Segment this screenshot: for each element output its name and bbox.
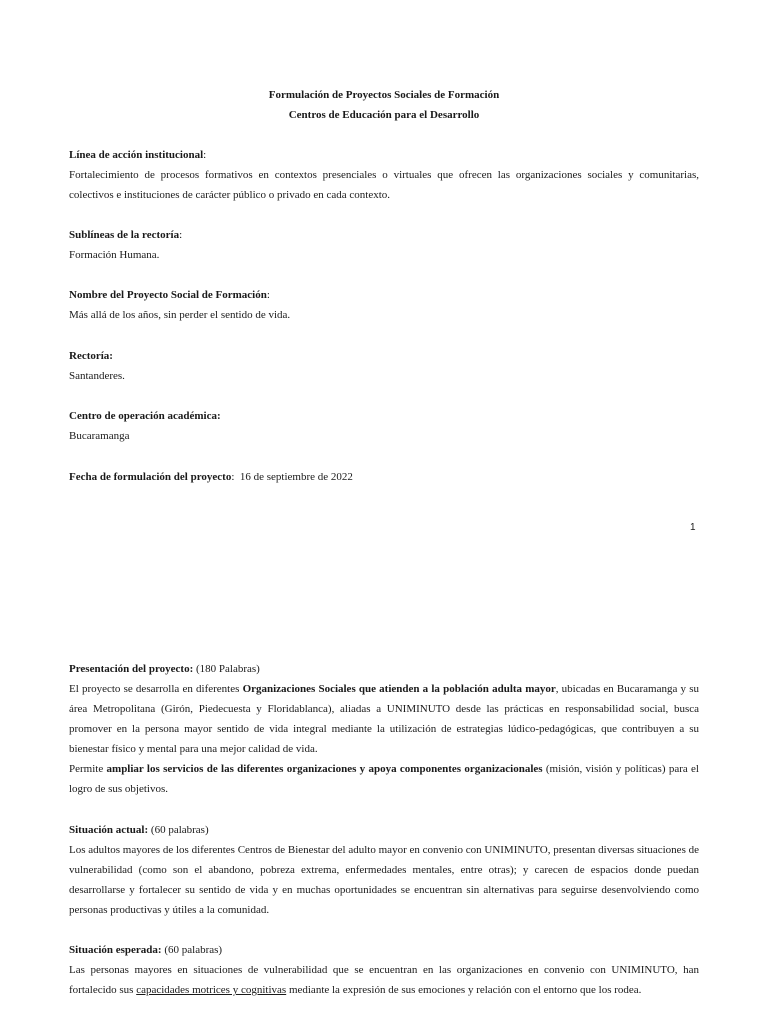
situacion-actual-section xyxy=(69,820,699,920)
situacion-esperada-section xyxy=(69,940,699,1000)
sublineas-label: Sublíneas de la rectoría xyxy=(69,229,180,241)
rectoria-label: Rectoría: xyxy=(69,350,113,362)
presentacion-section xyxy=(69,659,699,799)
sublineas-colon: : xyxy=(179,229,183,241)
rectoria-section xyxy=(69,346,699,386)
nombre-section xyxy=(69,285,699,325)
situacion-label: Situación actual: xyxy=(69,824,149,836)
sublineas-text: Formación Humana. xyxy=(69,249,160,261)
pres2-text-a: Permite xyxy=(69,763,107,775)
fecha-colon: : xyxy=(231,471,235,483)
centro-text: Bucaramanga xyxy=(69,430,130,442)
presentacion-count: (180 Palabras) xyxy=(195,663,260,675)
linea-text: Fortalecimiento de procesos formativos en contextos presenciales o virtuales que ofrecen las organizaciones sociales y comunitarias, colectivos e instituciones de carácter público o privado en cada contexto. xyxy=(69,169,699,201)
situacion-text: Los adultos mayores de los diferentes Centros de Bienestar del adulto mayor en convenio con UNIMINUTO, presentan diversas situaciones de vulnerabilidad (como son el abandono, pobreza extrema, enfermedades mentales, entre otras); y carecen de espacios donde puedan desarrollarse y fortalecer su sentido de vida y en muchas oportunidades se encuentran sin alternativas para seguirse desenvolviendo como personas productivas y útiles a la comunidad. xyxy=(69,844,699,916)
pres-text-a: El proyecto se desarrolla en diferentes xyxy=(69,683,243,695)
document-title: Formulación de Proyectos Sociales de Formación xyxy=(268,89,500,101)
esperada-count: (60 palabras) xyxy=(164,944,223,956)
document-subtitle: Centros de Educación para el Desarrollo xyxy=(288,109,480,121)
esperada-underlined: capacidades motrices y cognitivas xyxy=(136,984,287,996)
esperada-text xyxy=(69,960,699,1000)
nombre-label: Nombre del Proyecto Social de Formación xyxy=(69,289,267,301)
centro-label: Centro de operación académica: xyxy=(69,410,221,422)
presentacion-paragraph-2 xyxy=(69,759,699,799)
esperada-text-a: Las personas mayores en situaciones de vulnerabilidad que se encuentran en las organizaciones en convenio con UNIMINUTO, han fortalecido sus xyxy=(69,964,699,996)
linea-section xyxy=(69,145,699,205)
linea-label: Línea de acción institucional xyxy=(69,149,204,161)
situacion-count: (60 palabras) xyxy=(150,824,209,836)
nombre-text: Más allá de los años, sin perder el sentido de vida. xyxy=(69,309,291,321)
esperada-text-c: mediante la expresión de sus emociones y relación con el entorno que los rodea. xyxy=(286,984,642,996)
rectoria-text: Santanderes. xyxy=(69,370,125,382)
fecha-text: 16 de septiembre de 2022 xyxy=(239,471,353,483)
nombre-colon: : xyxy=(266,289,270,301)
sublineas-section xyxy=(69,225,699,265)
pres2-text-bold: ampliar los servicios de las diferentes organizaciones y apoya componentes organizacionales xyxy=(106,763,543,775)
esperada-label: Situación esperada: xyxy=(69,944,162,956)
linea-colon: : xyxy=(203,149,207,161)
fecha-section xyxy=(69,467,699,487)
fecha-label: Fecha de formulación del proyecto xyxy=(69,471,232,483)
centro-section xyxy=(69,406,699,446)
presentacion-label: Presentación del proyecto: xyxy=(69,663,194,675)
pres2-text-c: (misión, visión y políticas) para el logro de sus objetivos. xyxy=(69,763,699,795)
pres-text-c: , ubicadas en Bucaramanga y su área Metropolitana (Girón, Piedecuesta y Floridablanca), aliadas a UNIMINUTO desde las prácticas en responsabilidad social, busca promover en la persona mayor sentido de vida integral mediante la utilización de estrategias lúdico-pedagógicas, que contribuyen a su bienestar físico y mental para una mejor calidad de vida. xyxy=(69,683,699,755)
page-number: 1 xyxy=(690,522,696,533)
pres-text-bold: Organizaciones Sociales que atienden a la población adulta mayor xyxy=(242,683,556,695)
presentacion-paragraph-1 xyxy=(69,679,699,759)
document-page-2 xyxy=(0,620,768,1024)
